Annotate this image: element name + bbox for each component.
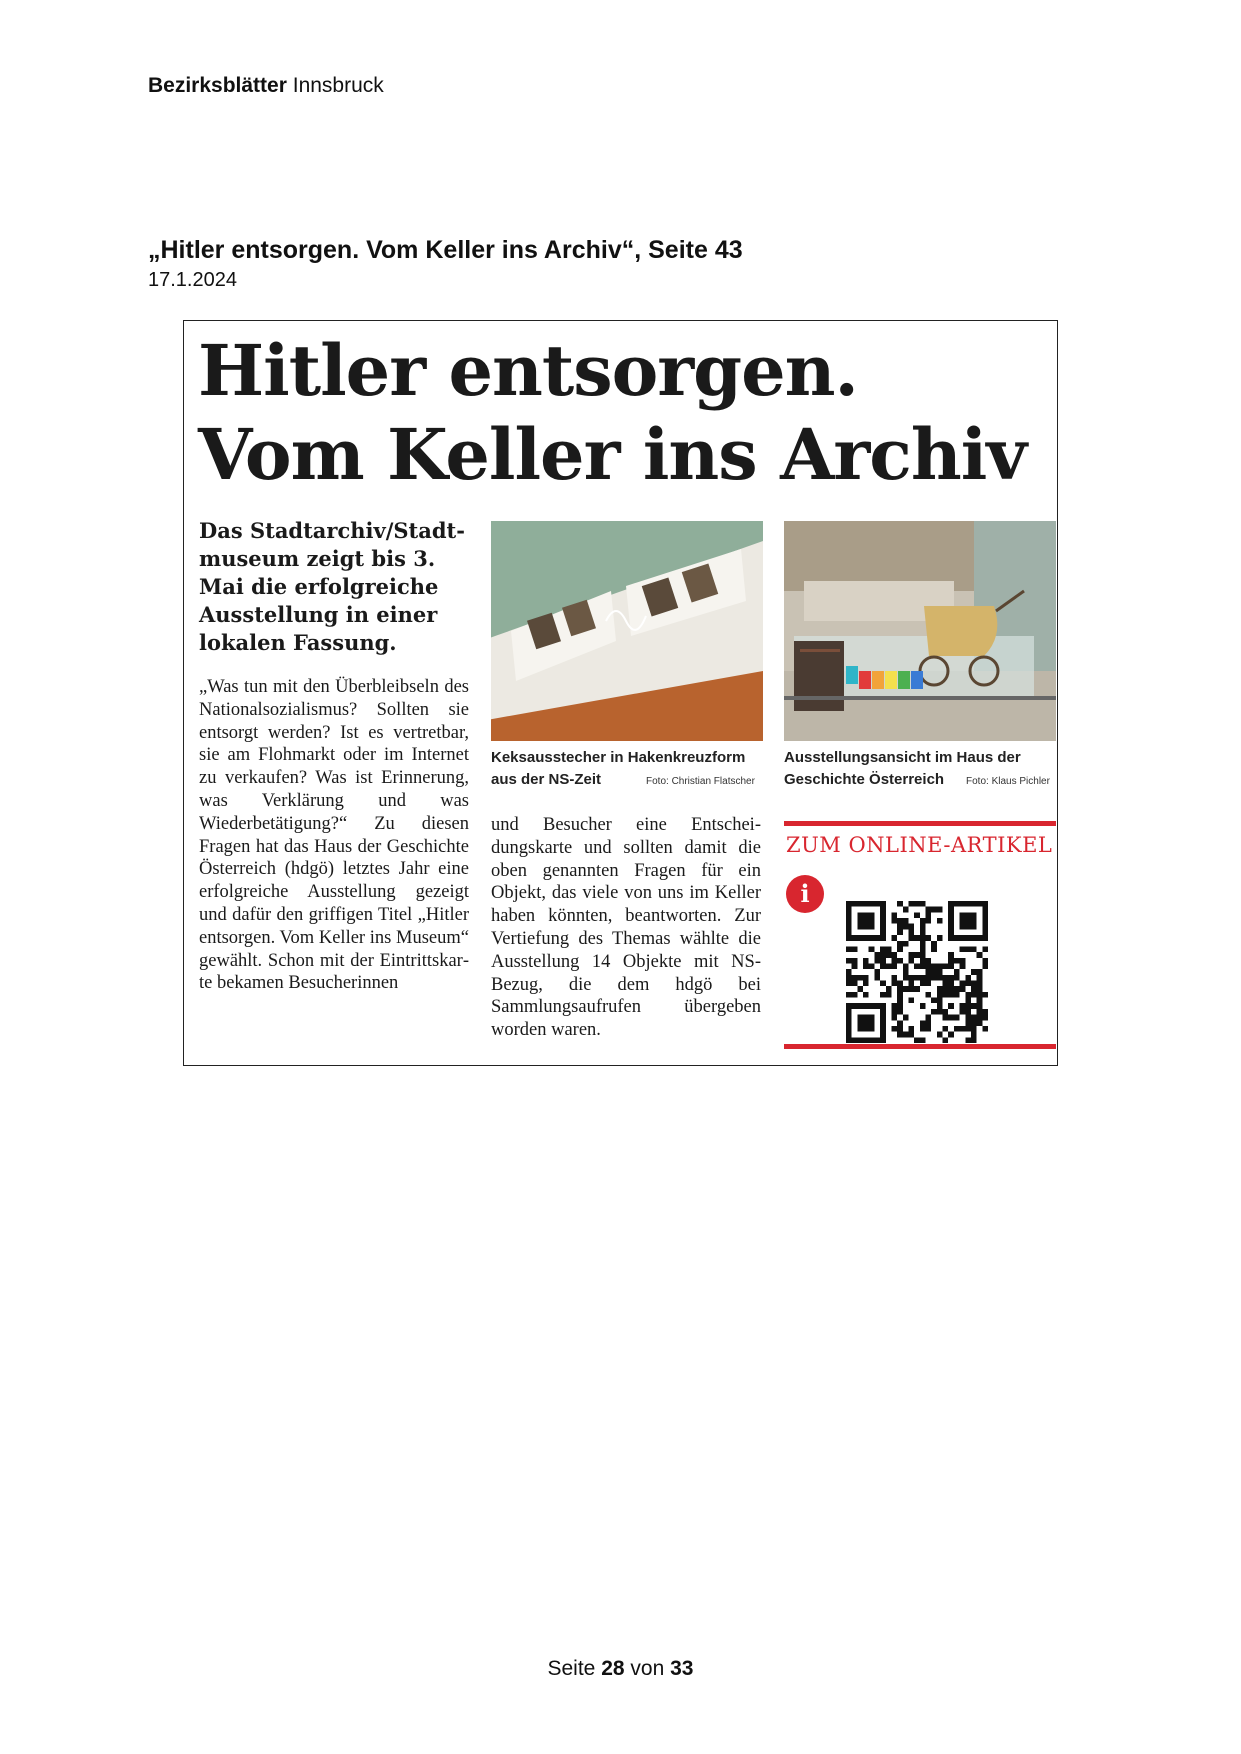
photo-2-caption: Ausstellungsansicht im Haus der Geschichte Österreich (784, 749, 1021, 788)
online-article-label[interactable]: ZUM ONLINE-ARTIKEL (786, 833, 1053, 857)
headline-line-1: Hitler entsorgen. (198, 329, 858, 412)
photo-1-credit: Foto: Christian Flatscher (646, 776, 755, 787)
photo-exhibition-view (784, 521, 1056, 741)
page-footer (0, 1657, 1241, 1681)
article-body-column-1: „Was tun mit den Überbleibseln des Nationalsozialismus? Sollten sie entsorgt werden? Ist es vertretbar, sie am Flohmarkt oder im Internet zu verkaufen? Was ist Erinnerung, was Verklärung und was Wiederbetätigung?“ Zu diesen Fragen hat das Haus der Geschichte Österreich (hdgö) letztes Jahr eine erfolgreiche Ausstellung gezeigt und dafür den griffigen Titel „Hitler entsorgen. Vom Keller ins Museum“ gewählt. Schon mit der Eintrittskarte bekamen Besucherinnen (199, 677, 469, 994)
publication-header (148, 74, 384, 98)
article-body-column-2: und Besucher eine Entscheidungskarte und sollten damit die oben genannten Fragen für ein Objekt, das viele von uns im Keller haben könnten, beantworten. Zur Vertiefung des Themas wählte die Ausstellung 14 Objekte mit NS-Bezug, die dem hdgö bei Sammlungsaufrufen übergeben worden waren. (491, 815, 761, 1041)
document-title: „Hitler entsorgen. Vom Keller ins Archiv“, Seite 43 (148, 236, 743, 264)
headline-line-2: Vom Keller ins Archiv (198, 413, 1027, 496)
document-date: 17.1.2024 (148, 269, 237, 291)
current-page-number: 28 (601, 1657, 625, 1680)
article-headline (198, 329, 1026, 497)
footer-prefix: Seite (547, 1657, 596, 1680)
total-page-count: 33 (670, 1657, 694, 1680)
online-article-box[interactable] (784, 821, 1056, 1051)
footer-middle: von (630, 1657, 665, 1680)
info-icon: i (786, 875, 824, 913)
article-lead: Das Stadtarchiv/Stadtmuseum zeigt bis 3. Mai die erfolgreiche Ausstellung in einer lokalen Fassung. (199, 518, 465, 655)
photo-cookie-cutters (491, 521, 763, 741)
qr-code[interactable] (846, 901, 988, 1043)
photo-1-caption: Keksausstecher in Hakenkreuzform aus der NS-Zeit (491, 749, 746, 788)
photo-2-credit: Foto: Klaus Pichler (966, 776, 1050, 787)
newspaper-clipping (183, 320, 1058, 1066)
publication-region: Innsbruck (292, 74, 384, 97)
publication-name: Bezirksblätter (148, 74, 287, 97)
online-box-bottom-rule (784, 1044, 1056, 1049)
online-box-top-rule (784, 821, 1056, 826)
